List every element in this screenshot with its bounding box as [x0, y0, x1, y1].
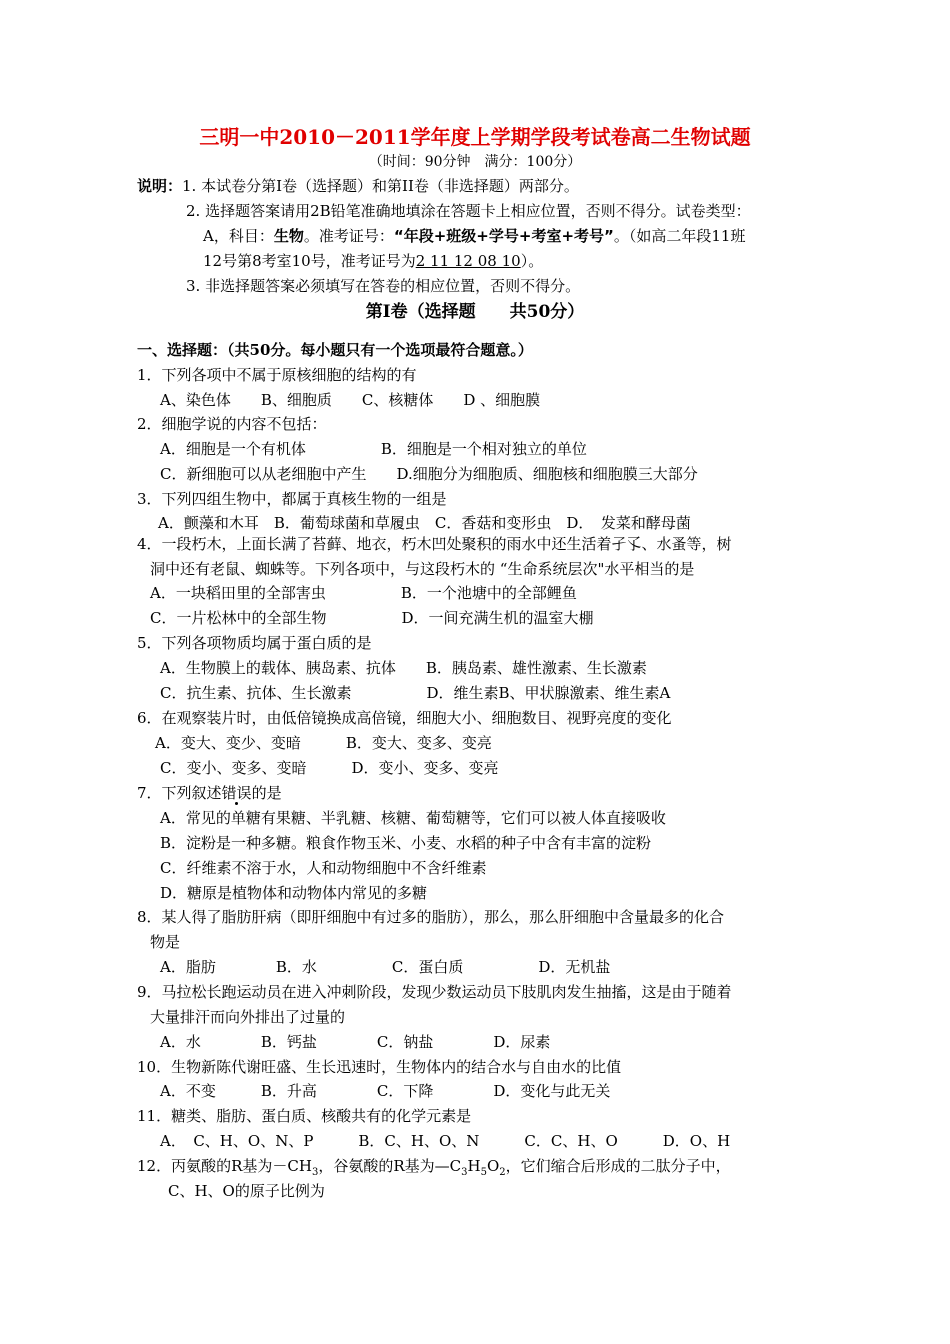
exam-subtitle: （时间：90分钟 满分：100分） — [368, 154, 582, 170]
q11-stem: 11．糖类、脂肪、蛋白质、核酸共有的化学元素是 — [137, 1107, 472, 1125]
subject-name: 生物 — [273, 227, 304, 245]
instructions-label: 说明： — [137, 177, 183, 195]
q2-options-ab: A．细胞是一个有机体 B．细胞是一个相对独立的单位 — [160, 440, 587, 458]
q4-stem-line-2: 洞中还有老鼠、蜘蛛等。下列各项中，与这段朽木的 “生命系统层次"水平相当的是 — [150, 560, 695, 578]
q8-stem-line-1: 8．某人得了脂肪肝病（即肝细胞中有过多的脂肪），那么，那么肝细胞中含量最多的化合 — [137, 908, 725, 926]
q5-options-cd: C．抗生素、抗体、生长激素 D．维生素B、甲状腺激素、维生素A — [160, 684, 671, 702]
q4-stem-line-1: 4．一段朽木，上面长满了苔藓、地衣，朽木凹处聚积的雨水中还生活着孑孓、水蚤等，树 — [137, 535, 732, 553]
q8-stem-line-2: 物是 — [150, 933, 181, 951]
q9-stem-line-2: 大量排汗而向外排出了过量的 — [150, 1008, 346, 1026]
q2-options-cd: C．新细胞可以从老细胞中产生 D.细胞分为细胞质、细胞核和细胞膜三大部分 — [160, 465, 698, 483]
example-ticket-number: 2 11 12 08 10 — [415, 252, 521, 270]
q5-stem: 5．下列各项物质均属于蛋白质的是 — [137, 634, 372, 652]
q7-stem: 7．下列叙述错误的是 — [137, 784, 282, 802]
q4-options-cd: C．一片松林中的全部生物 D．一间充满生机的温室大棚 — [150, 609, 594, 627]
q6-options-ab: A．变大、变少、变暗 B．变大、变多、变亮 — [155, 734, 492, 752]
q9-stem-line-1: 9．马拉松长跑运动员在进入冲刺阶段，发现少数运动员下肢肌肉发生抽搐，这是由于随着 — [137, 983, 732, 1001]
part-title: 一、选择题：（共50分。每小题只有一个选项最符合题意。） — [137, 341, 533, 359]
q7-option-a: A．常见的单糖有果糖、半乳糖、核糖、葡萄糖等，它们可以被人体直接吸收 — [160, 809, 666, 827]
q12-stem-line-2: C、H、O的原子比例为 — [168, 1182, 325, 1200]
q1-options: A、染色体 B、细胞质 C、核糖体 D 、细胞膜 — [160, 391, 541, 409]
q2-stem: 2．细胞学说的内容不包括： — [137, 415, 327, 433]
q10-options: A．不变 B．升高 C．下降 D．变化与此无关 — [160, 1082, 611, 1100]
instruction-2-line-2: A，科目：生物。准考证号：“年段+班级+学号+考室+考号”。（如高二年段11班 — [203, 227, 746, 245]
q3-options: A．颤藻和木耳 B．葡萄球菌和草履虫 C．香菇和变形虫 D． 发菜和酵母菌 — [158, 514, 691, 532]
q9-options: A．水 B．钙盐 C．钠盐 D．尿素 — [160, 1033, 551, 1051]
q8-options: A．脂肪 B．水 C．蛋白质 D．无机盐 — [160, 958, 611, 976]
q7-option-b: B．淀粉是一种多糖。粮食作物玉米、小麦、水稻的种子中含有丰富的淀粉 — [160, 834, 652, 852]
q3-stem: 3．下列四组生物中，都属于真核生物的一组是 — [137, 490, 447, 508]
instruction-2-line-3: 12号第8考室10号，准考证号为2 11 12 08 10）。 — [203, 252, 544, 270]
emphasis-word: 错误 — [221, 784, 252, 802]
instruction-2-line-1: 2. 选择题答案请用2B铅笔准确地填涂在答题卡上相应位置，否则不得分。试卷类型： — [186, 202, 751, 220]
q12-stem-line-1: 12．丙氨酸的R基为$-CH_3$，谷氨酸的R基为$—C_3H_5O_2$，它们缩合后形成的二肽分子中， — [137, 1157, 731, 1178]
q7-option-c: C．纤维素不溶于水，人和动物细胞中不含纤维素 — [160, 859, 487, 877]
exam-title: 三明一中2010－2011学年度上学期学段考试卷高二生物试题 — [199, 125, 751, 149]
instruction-1: 1. 本试卷分第Ⅰ卷（选择题）和第II卷（非选择题）两部分。 — [182, 177, 579, 195]
q7-option-d: D．糖原是植物体和动物体内常见的多糖 — [160, 884, 428, 902]
instructions-line-1 — [137, 176, 579, 196]
ticket-format: “年段+班级+学号+考室+考号” — [393, 227, 614, 245]
q1-stem: 1．下列各项中不属于原核细胞的结构的有 — [137, 366, 417, 384]
q4-options-ab: A．一块稻田里的全部害虫 B．一个池塘中的全部鲤鱼 — [150, 584, 577, 602]
q5-options-ab: A．生物膜上的载体、胰岛素、抗体 B．胰岛素、雄性激素、生长激素 — [160, 659, 647, 677]
q10-stem: 10．生物新陈代谢旺盛、生长迅速时，生物体内的结合水与自由水的比值 — [137, 1058, 622, 1076]
q6-options-cd: C．变小、变多、变暗 D．变小、变多、变亮 — [160, 759, 499, 777]
instruction-3: 3. 非选择题答案必须填写在答卷的相应位置，否则不得分。 — [186, 277, 581, 295]
q11-options: A． C、H、O、N、P B．C、H、O、N C．C、H、O D．O、H — [160, 1132, 731, 1150]
q6-stem: 6．在观察装片时，由低倍镜换成高倍镜，细胞大小、细胞数目、视野亮度的变化 — [137, 709, 672, 727]
section-heading: 第Ⅰ卷（选择题 共50分） — [365, 302, 585, 322]
